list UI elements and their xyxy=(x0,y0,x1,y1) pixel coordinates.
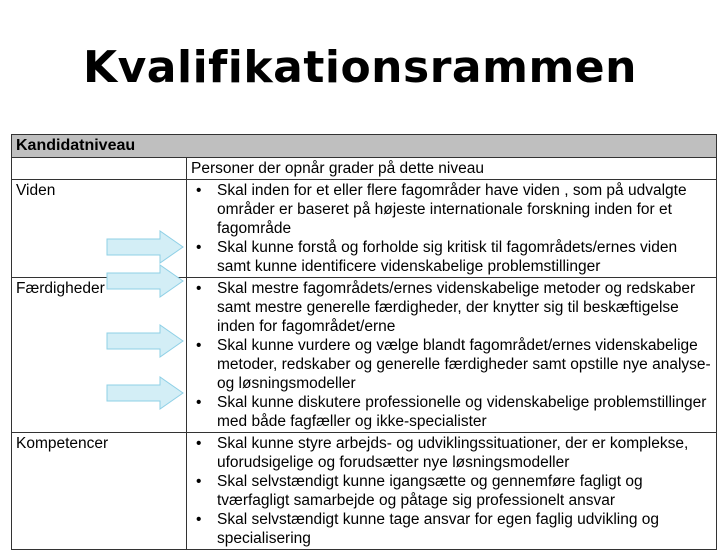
arrow-right-icon xyxy=(106,324,184,358)
bullet-list xyxy=(191,181,712,276)
row-label: Kompetencer xyxy=(12,433,187,550)
arrow-right-icon xyxy=(106,376,184,410)
table-subheader-row xyxy=(12,158,717,180)
row-content xyxy=(187,433,717,550)
list-item: • Skal selvstændigt kunne tage ansvar for egen faglig udvikling og specialisering xyxy=(191,510,712,548)
row-label: Færdigheder xyxy=(12,278,187,433)
slide-title: Kvalifikationsrammen xyxy=(83,42,637,93)
row-content xyxy=(187,278,717,433)
list-item: • Skal kunne vurdere og vælge blandt fagområdet/ernes videnskabelige metoder, redskaber og generelle færdigheder samt opstille nye analyse- og løsningsmodeller xyxy=(191,336,712,393)
list-item: • Skal mestre fagområdets/ernes videnskabelige metoder og redskaber samt mestre generelle færdigheder, der knytter sig til beskæftigelse inden for fagområdet/erne xyxy=(191,279,712,336)
empty-cell xyxy=(12,158,187,180)
bullet-list xyxy=(191,434,712,548)
table-header: Kandidatniveau xyxy=(12,135,717,158)
table-header-row xyxy=(12,135,717,158)
list-item: • Skal kunne forstå og forholde sig kritisk til fagområdets/ernes viden samt kunne identificere videnskabelige problemstillinger xyxy=(191,238,712,276)
arrow-right-icon xyxy=(106,230,184,264)
table-row-kompetencer xyxy=(12,433,717,550)
list-item: • Skal selvstændigt kunne igangsætte og gennemføre fagligt og tværfagligt samarbejde og påtage sig professionelt ansvar xyxy=(191,472,712,510)
row-content xyxy=(187,180,717,278)
list-item: • Skal kunne styre arbejds- og udviklingssituationer, der er komplekse, uforudsigelige og forudsætter nye løsningsmodeller xyxy=(191,434,712,472)
bullet-list xyxy=(191,279,712,431)
row-label: Viden xyxy=(12,180,187,278)
list-item: • Skal kunne diskutere professionelle og videnskabelige problemstillinger med både fagfæller og ikke-specialister xyxy=(191,393,712,431)
table-subheader: Personer der opnår grader på dette niveau xyxy=(187,158,717,180)
arrow-right-icon xyxy=(106,264,184,298)
list-item: • Skal inden for et eller flere fagområder have viden , som på udvalgte områder er baseret på højeste internationale forskning inden for et fagområde xyxy=(191,181,712,238)
